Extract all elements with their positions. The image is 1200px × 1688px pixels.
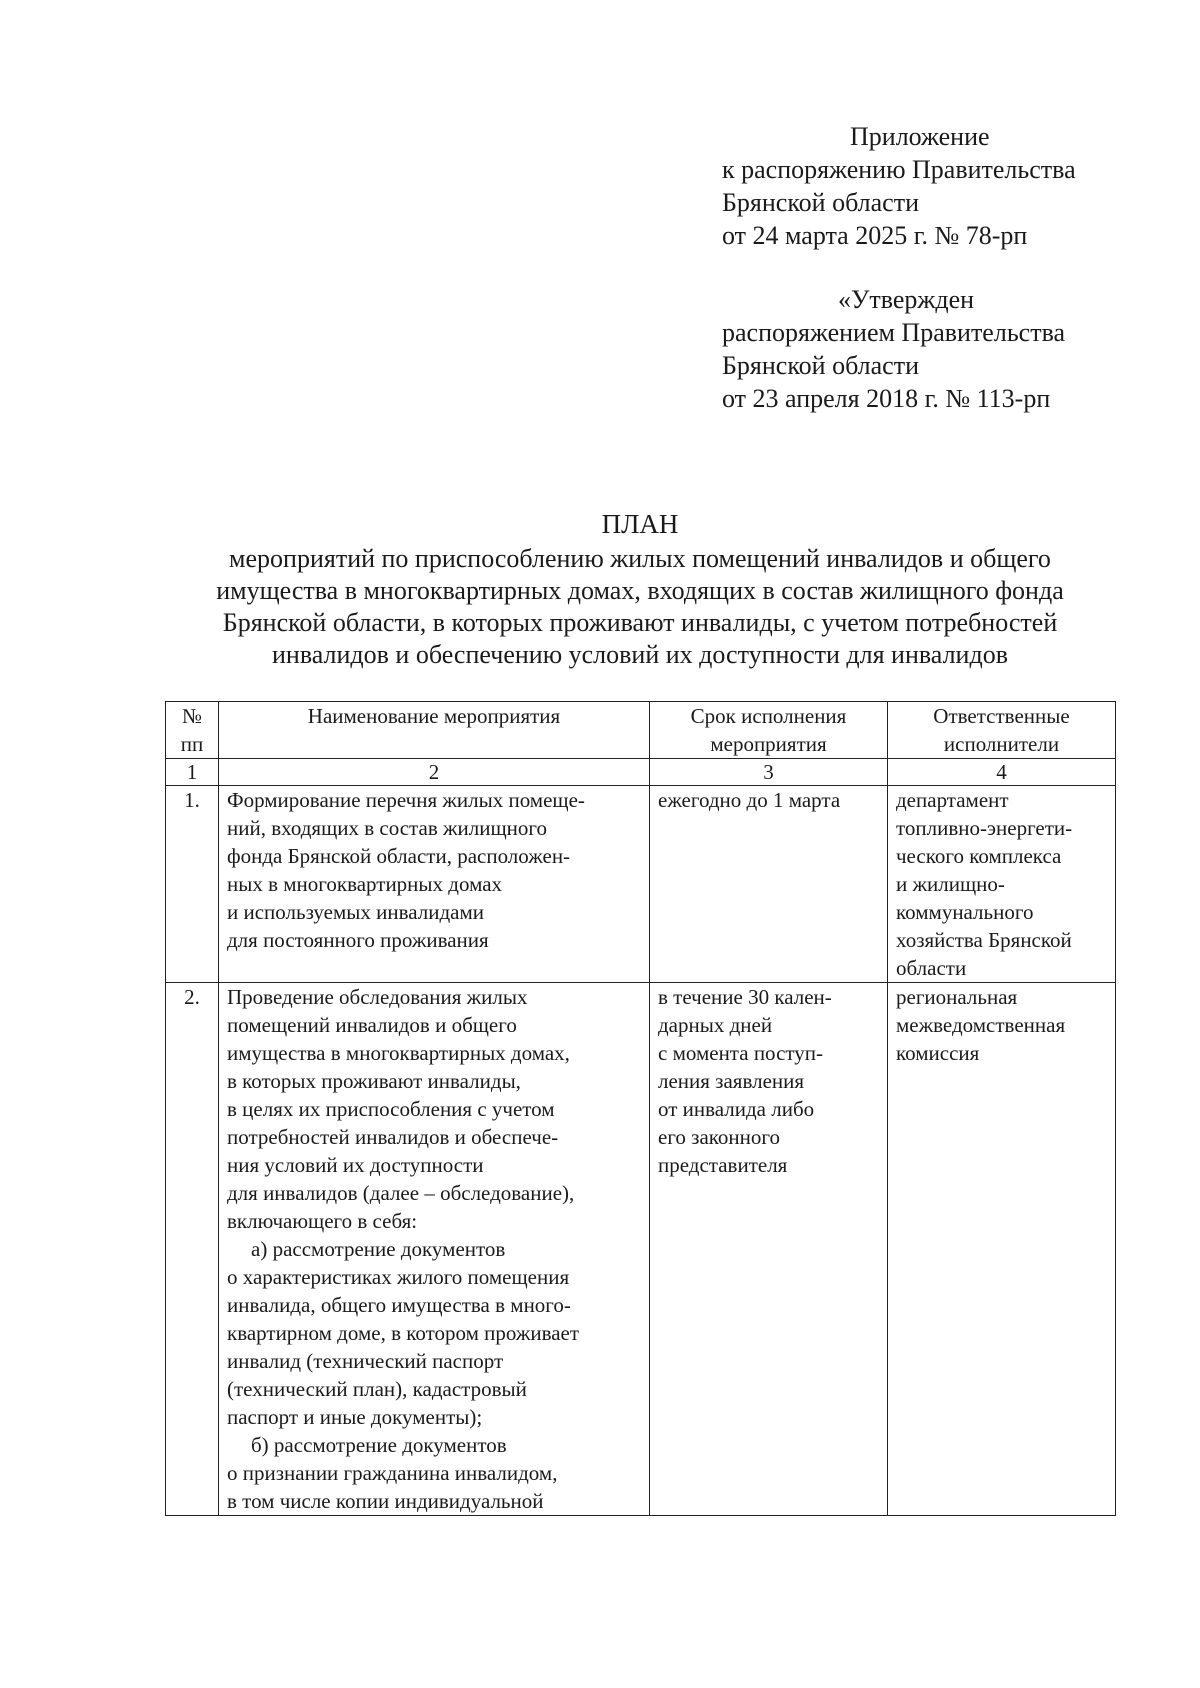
subtitle-line: имущества в многоквартирных домах, входящих в состав жилищного фонда	[216, 576, 1064, 605]
row-name-line: в целях их приспособления с учетом	[227, 1097, 555, 1121]
plan-subtitle	[140, 543, 1140, 671]
row-responsible-cell	[888, 983, 1116, 1516]
row-name-line: о характеристиках жилого помещения	[227, 1265, 570, 1289]
table-row	[166, 786, 1116, 983]
row-name-cell	[219, 786, 650, 983]
column-number: 4	[888, 759, 1116, 786]
row-term-cell	[650, 983, 888, 1516]
row-name-line: помещений инвалидов и общего	[227, 1013, 517, 1037]
row-number: 1.	[166, 786, 219, 983]
row-responsible-line: топливно-энергети-	[896, 816, 1073, 840]
row-responsible-line: департамент	[896, 788, 1009, 812]
appendix-line: Брянской области	[722, 188, 919, 217]
row-responsible-cell	[888, 786, 1116, 983]
header-responsible	[888, 702, 1116, 759]
row-term-line: ления заявления	[658, 1069, 805, 1093]
approval-block	[722, 283, 1065, 415]
row-responsible-line: коммунального	[896, 900, 1034, 924]
header-number-line: пп	[180, 732, 204, 756]
header-term-line: Срок исполнения	[690, 704, 847, 728]
row-name-line: паспорт и иные документы);	[227, 1405, 483, 1429]
row-term-line: представителя	[658, 1153, 788, 1177]
appendix-line: к распоряжению Правительства	[722, 155, 1076, 184]
row-name-line: для постоянного проживания	[227, 928, 489, 952]
table-row	[166, 983, 1116, 1516]
row-name-line: квартирном доме, в котором проживает	[227, 1321, 580, 1345]
row-name-line: имущества в многоквартирных домах,	[227, 1041, 570, 1065]
column-number: 2	[219, 759, 650, 786]
row-term-line: с момента поступ-	[658, 1041, 824, 1065]
row-name-line: и используемых инвалидами	[227, 900, 484, 924]
row-name-line: потребностей инвалидов и обеспече-	[227, 1125, 559, 1149]
row-name-line: для инвалидов (далее – обследование),	[227, 1181, 575, 1205]
header-number	[166, 702, 219, 759]
row-name-line: фонда Брянской области, расположен-	[227, 844, 571, 868]
row-name-line: в том числе копии индивидуальной	[227, 1489, 544, 1513]
row-name-line: инвалида, общего имущества в много-	[227, 1293, 571, 1317]
row-term-line: ежегодно до 1 марта	[658, 788, 841, 812]
approval-line: распоряжением Правительства	[722, 318, 1066, 347]
appendix-block	[722, 120, 1076, 252]
row-term-line: дарных дней	[658, 1013, 773, 1037]
row-term-cell	[650, 786, 888, 983]
column-number: 3	[650, 759, 888, 786]
row-responsible-line: хозяйства Брянской	[896, 928, 1072, 952]
row-name-line: ний, входящих в состав жилищного	[227, 816, 547, 840]
row-term-line: его законного	[658, 1125, 780, 1149]
row-responsible-line: межведомственная	[896, 1013, 1066, 1037]
appendix-line: Приложение	[850, 122, 990, 151]
row-name-line: включающего в себя:	[227, 1209, 418, 1233]
row-name-cell	[219, 983, 650, 1516]
header-term-line: мероприятия	[710, 732, 827, 756]
row-term-line: в течение 30 кален-	[658, 985, 832, 1009]
table-header-row	[166, 702, 1116, 759]
row-responsible-line: ческого комплекса	[896, 844, 1062, 868]
plan-table	[165, 701, 1116, 1516]
approval-line: от 23 апреля 2018 г. № 113-рп	[722, 384, 1051, 413]
row-name-line: ных в многоквартирных домах	[227, 872, 503, 896]
row-name-line: б) рассмотрение документов	[251, 1433, 507, 1457]
row-term-line: от инвалида либо	[658, 1097, 815, 1121]
row-name-line: Проведение обследования жилых	[227, 985, 528, 1009]
row-number: 2.	[166, 983, 219, 1516]
row-name-line: (технический план), кадастровый	[227, 1377, 527, 1401]
plan-title: ПЛАН	[601, 509, 679, 539]
row-name-line: о признании гражданина инвалидом,	[227, 1461, 558, 1485]
subtitle-line: Брянской области, в которых проживают инвалиды, с учетом потребностей	[222, 608, 1058, 637]
row-responsible-line: области	[896, 956, 967, 980]
row-name-line: ния условий их доступности	[227, 1153, 484, 1177]
column-number-row	[166, 759, 1116, 786]
subtitle-line: инвалидов и обеспечению условий их доступности для инвалидов	[272, 640, 1008, 669]
appendix-line: от 24 марта 2025 г. № 78-рп	[722, 221, 1028, 250]
row-responsible-line: и жилищно-	[896, 872, 1005, 896]
row-name-line: Формирование перечня жилых помеще-	[227, 788, 585, 812]
row-responsible-line: региональная	[896, 985, 1018, 1009]
approval-line: «Утвержден	[838, 285, 975, 314]
column-number: 1	[166, 759, 219, 786]
approval-line: Брянской области	[722, 351, 919, 380]
header-term	[650, 702, 888, 759]
subtitle-line: мероприятий по приспособлению жилых помещений инвалидов и общего	[229, 544, 1051, 573]
header-number-line: №	[181, 704, 203, 728]
header-responsible-line: исполнители	[943, 732, 1060, 756]
row-name-line: а) рассмотрение документов	[251, 1237, 506, 1261]
header-responsible-line: Ответственные	[933, 704, 1070, 728]
header-name	[219, 702, 650, 759]
row-name-line: в которых проживают инвалиды,	[227, 1069, 521, 1093]
row-name-line: инвалид (технический паспорт	[227, 1349, 504, 1373]
header-name-text: Наименование мероприятия	[307, 704, 561, 728]
row-responsible-line: комиссия	[896, 1041, 980, 1065]
